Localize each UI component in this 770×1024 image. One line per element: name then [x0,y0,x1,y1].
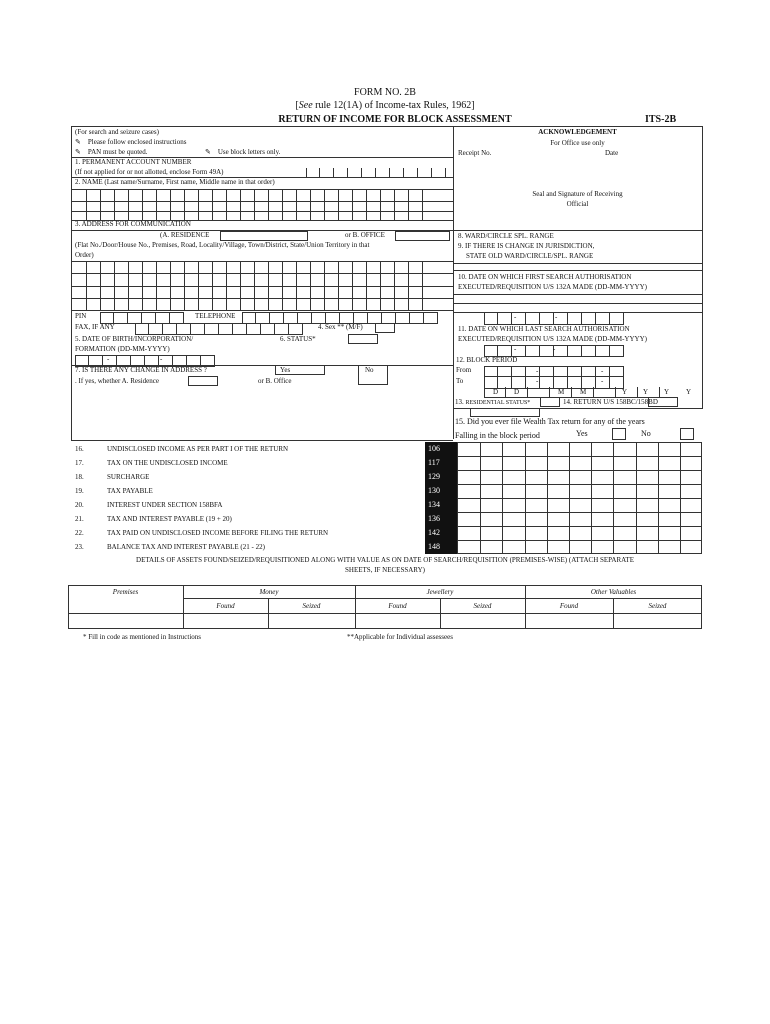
form-title: RETURN OF INCOME FOR BLOCK ASSESSMENT [278,114,512,125]
other-found-header: Found [559,602,579,610]
footnote-code: * Fill in code as mentioned in Instructions [83,633,202,641]
receipt-number-label: Receipt No. [458,149,492,157]
month-marker: M [580,388,587,396]
date-separator: - [601,377,604,385]
change-residence-box[interactable] [188,376,218,386]
assets-title-2: SHEETS, IF NECESSARY) [345,566,425,574]
office-use-note: For Office use only [550,139,605,147]
item-code: 130 [425,484,457,498]
address-change-question: 7. IS THERE ANY CHANGE IN ADDRESS ? [75,366,207,374]
year-marker: Y [643,388,649,396]
telephone-label: TELEPHONE [195,312,236,320]
jurisdiction-change-label: 9. IF THERE IS CHANGE IN JURISDICTION, [458,242,595,250]
item-number: 20. [75,501,84,509]
pencil-icon: ✎ [205,148,211,156]
return-type-label: 14. RETURN U/S 158BC/158BD [563,398,658,406]
office-box[interactable] [395,231,450,241]
wealth-tax-question: 15. Did you ever file Wealth Tax return for any of the years [455,417,645,426]
first-search-date-label-2: EXECUTED/REQUISITION U/S 132A MADE (DD-MM-YYYY) [458,283,647,291]
last-search-date-label: 11. DATE ON WHICH LAST SEARCH AUTHORISATION [458,325,630,333]
pan-label: 1. PERMANENT ACCOUNT NUMBER [75,158,192,166]
other-seized-header: Seized [648,602,667,610]
date-separator: - [536,377,539,385]
money-found-header: Found [216,602,235,610]
pan-cells[interactable] [306,168,446,178]
first-search-date-cells[interactable] [484,312,624,325]
item-number: 19. [75,487,84,495]
amount-entry-grid[interactable] [457,442,702,554]
search-seizure-note: (For search and seizure cases) [75,128,159,136]
address-change-yes[interactable]: Yes [280,366,291,374]
item-number: 16. [75,445,84,453]
name-cells[interactable] [86,189,436,220]
dob-separator: - [160,355,163,363]
address-change-residence: . If yes, whether A. Residence [75,377,159,385]
office-option[interactable]: or B. OFFICE [345,231,385,239]
item-number: 23. [75,543,84,551]
fax-cells[interactable] [135,323,303,335]
item-code: 136 [425,512,457,526]
fax-label: FAX, IF ANY [75,323,115,331]
premises-header: Premises [112,588,139,596]
date-separator: - [514,313,517,321]
pencil-icon: ✎ [75,148,81,156]
day-marker: D [493,388,499,396]
money-seized-header: Seized [302,602,321,610]
wealth-tax-question-2: Falling in the block period [455,431,540,440]
item-code: 117 [425,456,457,470]
first-search-date-label: 10. DATE ON WHICH FIRST SEARCH AUTHORISATION [458,273,632,281]
receiving-official: Official [566,200,589,208]
item-label: TAX PAID ON UNDISCLOSED INCOME BEFORE FILING THE RETURN [107,529,329,537]
assets-title: DETAILS OF ASSETS FOUND/SEIZED/REQUISITIONED ALONG WITH VALUE AS ON DATE OF SEARCH/REQUISITION (PREMISES-WISE) (ATTACH SEPARATE [136,556,634,564]
address-cells[interactable] [86,261,436,310]
item-code: 134 [425,498,457,512]
item-number: 17. [75,459,84,467]
address-change-no[interactable]: No [365,366,374,374]
item-label: SURCHARGE [107,473,150,481]
wealth-no-option[interactable]: No [641,429,651,438]
instruction-line-2: ✎ PAN must be quoted. [75,148,148,156]
seal-signature: Seal and Signature of Receiving [532,190,623,198]
year-marker: Y [664,388,670,396]
residence-box[interactable] [220,231,308,241]
ward-label: 8. WARD/CIRCLE SPL. RANGE [458,232,554,240]
residential-status-input[interactable] [470,408,540,417]
date-separator: - [536,367,539,375]
year-marker: Y [622,388,628,396]
item-label: INTEREST UNDER SECTION 158BFA [107,501,223,509]
item-number: 18. [75,473,84,481]
wealth-yes-box[interactable] [612,428,626,440]
residential-status-box[interactable] [540,397,560,407]
last-search-date-label-2: EXECUTED/REQUISITION U/S 132A MADE (DD-MM-YYYY) [458,335,647,343]
acknowledgement-title: ACKNOWLEDGEMENT [538,128,617,136]
item-label: TAX AND INTEREST PAYABLE (19 + 20) [107,515,232,523]
sex-label: 4. Sex ** (M/F) [318,323,363,331]
date-separator: - [553,345,556,353]
block-period-label: 12. BLOCK PERIOD [456,356,518,364]
wealth-yes-option[interactable]: Yes [576,429,588,438]
status-label: 6. STATUS* [280,335,316,343]
pin-label: PIN [75,312,87,320]
form-code: ITS-2B [645,114,677,125]
item-code: 148 [425,540,457,554]
dmy-legend-cells [484,387,660,398]
instruction-line-3: ✎ Use block letters only. [205,148,281,156]
residential-status-label: 13. RESIDENTIAL STATUS* [455,398,531,406]
date-separator: - [601,367,604,375]
item-number: 21. [75,515,84,523]
month-marker: M [558,388,565,396]
item-label: TAX PAYABLE [107,487,153,495]
address-note: (Flat No./Door/House No., Premises, Road, Locality/Village, Town/District, State/Union Territory in that [75,241,370,249]
item-label: UNDISCLOSED INCOME AS PER PART I OF THE RETURN [107,445,289,453]
address-note-2: Order) [75,251,94,259]
rule-reference: [See rule 12(1A) of Income-tax Rules, 1962] [295,100,475,111]
year-marker: Y [686,388,692,396]
item-label: BALANCE TAX AND INTEREST PAYABLE (21 - 22) [107,543,265,551]
dob-label-2: FORMATION (DD-MM-YYYY) [75,345,170,353]
sex-box[interactable] [375,323,395,333]
no-box[interactable] [358,365,388,385]
other-valuables-header: Other Valuables [590,588,637,596]
pan-note: (If not applied for or not allotted, enclose Form 49A) [75,168,224,176]
dob-label: 5. DATE OF BIRTH/INCORPORATION/ [75,335,194,343]
day-marker: D [514,388,520,396]
old-ward-label: STATE OLD WARD/CIRCLE/SPL. RANGE [466,252,594,260]
block-from-label: From [456,366,472,374]
block-to-label: To [456,377,464,385]
jewellery-found-header: Found [388,602,407,610]
dob-separator: - [107,355,110,363]
yes-box[interactable] [275,365,325,375]
residence-option[interactable]: (A. RESIDENCE [160,231,210,239]
jewellery-header: Jewellery [426,588,454,596]
form-number: FORM NO. 2B [354,87,416,98]
name-label: 2. NAME (Last name/Surname, First name, Middle name in that order) [75,178,275,186]
status-box[interactable] [348,334,378,344]
item-code: 142 [425,526,457,540]
jewellery-seized-header: Seized [473,602,492,610]
receipt-date-label: Date [605,149,619,157]
item-number: 22. [75,529,84,537]
address-change-office: or B. Office [258,377,292,385]
item-code: 129 [425,470,457,484]
date-separator: - [514,345,517,353]
item-code: 106 [425,442,457,456]
item-label: TAX ON THE UNDISCLOSED INCOME [107,459,228,467]
footnote-individual: **Applicable for Individual assessees [347,633,453,641]
address-label: 3. ADDRESS FOR COMMUNICATION [75,220,191,228]
date-separator: - [555,313,558,321]
instruction-line-1: ✎ Please follow enclosed instructions [75,138,187,146]
money-header: Money [259,588,279,596]
pencil-icon: ✎ [75,138,81,146]
return-type-box[interactable] [648,397,678,407]
wealth-no-box[interactable] [680,428,694,440]
